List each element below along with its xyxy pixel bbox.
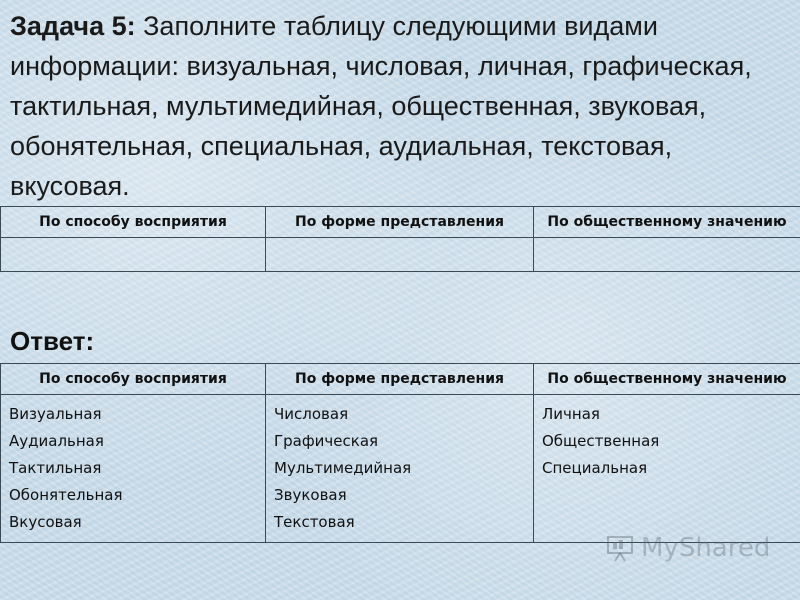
question-empty-row xyxy=(1,238,800,272)
list-item: Графическая xyxy=(274,432,379,450)
header-social: По общественному значению xyxy=(534,364,800,395)
header-social: По общественному значению xyxy=(534,207,800,238)
list-item: Тактильная xyxy=(9,459,102,477)
empty-cell xyxy=(266,238,534,272)
list-item: Аудиальная xyxy=(9,432,104,450)
header-perception: По способу восприятия xyxy=(1,207,266,238)
header-form: По форме представления xyxy=(266,364,534,395)
answer-cell-social xyxy=(534,395,800,543)
list-item: Числовая xyxy=(274,405,349,423)
empty-cell xyxy=(534,238,800,272)
empty-cell xyxy=(1,238,266,272)
list-item: Визуальная xyxy=(9,405,102,423)
answer-cell-form xyxy=(266,395,534,543)
list-item: Обонятельная xyxy=(9,486,123,504)
task-label: Задача 5: xyxy=(10,11,136,41)
list-item: Текстовая xyxy=(274,513,355,531)
header-form: По форме представления xyxy=(266,207,534,238)
answer-row xyxy=(1,395,800,543)
header-perception: По способу восприятия xyxy=(1,364,266,395)
answer-cell-perception xyxy=(1,395,266,543)
watermark xyxy=(605,533,770,563)
answer-header-row xyxy=(1,364,800,395)
task-body: Заполните таблицу следующими видами информации: визуальная, числовая, личная, графическая, тактильная, мультимедийная, общественная, звуковая, обонятельная, специальная, аудиальная, текстовая, вкусовая. xyxy=(10,11,752,201)
task-text xyxy=(10,6,795,206)
presentation-icon xyxy=(605,533,635,563)
answer-title: Ответ: xyxy=(10,326,95,356)
list-item: Звуковая xyxy=(274,486,347,504)
list-item: Вкусовая xyxy=(9,513,82,531)
list-item: Личная xyxy=(542,405,600,423)
list-item: Общественная xyxy=(542,432,660,450)
question-table xyxy=(0,206,800,272)
list-item: Специальная xyxy=(542,459,648,477)
question-header-row xyxy=(1,207,800,238)
answer-table xyxy=(0,363,800,543)
list-item: Мультимедийная xyxy=(274,459,412,477)
watermark-text: MyShared xyxy=(641,533,771,563)
